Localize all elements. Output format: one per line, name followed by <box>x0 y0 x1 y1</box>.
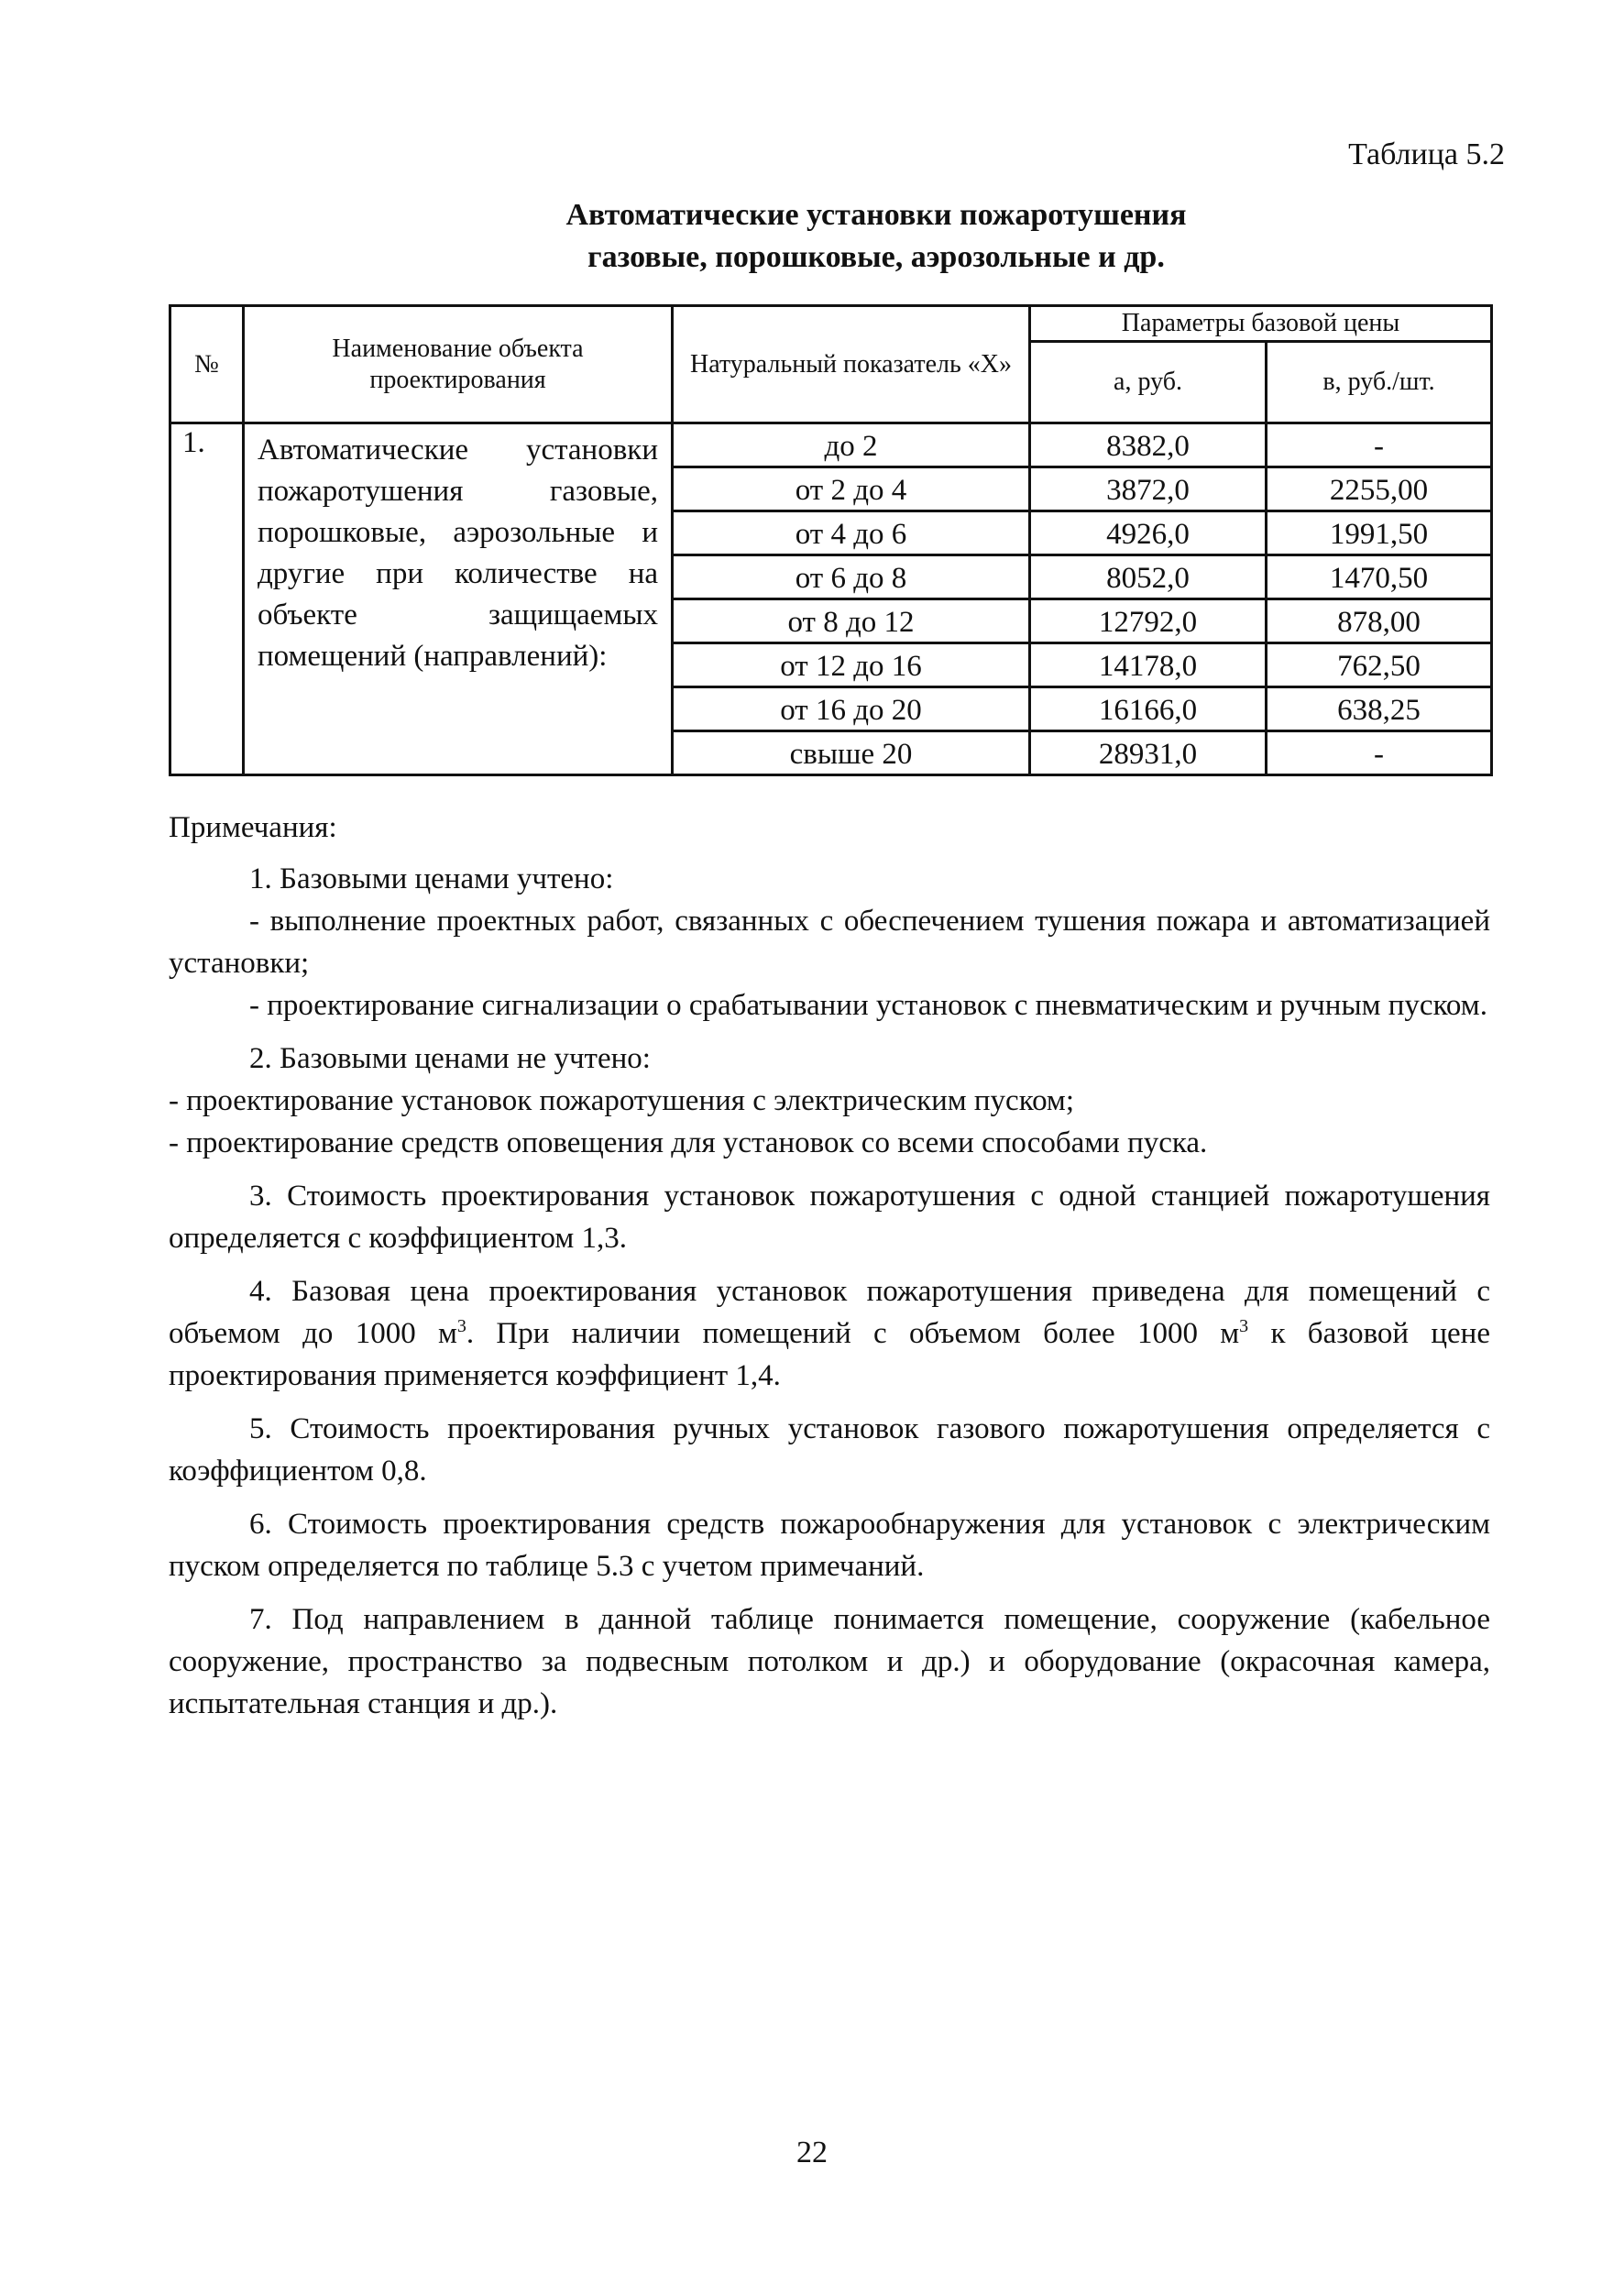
cell-a: 16166,0 <box>1030 687 1267 731</box>
note-5: 5. Стоимость проектирования ручных установок газового пожаротушения определяется с коэффициентом 0,8. <box>169 1412 1490 1488</box>
cell-b: 878,00 <box>1267 599 1492 643</box>
table-row <box>170 423 1492 467</box>
cell-a: 3872,0 <box>1030 467 1267 511</box>
table-title <box>0 194 1624 279</box>
note-1-item-a: - выполнение проектных работ, связанных с обеспечением тушения пожара и автоматизацией установки; <box>169 905 1490 980</box>
cell-x: от 6 до 8 <box>673 555 1030 599</box>
page-number: 22 <box>796 2136 828 2169</box>
note-2-item-b: - проектирование средств оповещения для установок со всеми способами пуска. <box>169 1126 1208 1159</box>
cell-b: - <box>1267 731 1492 775</box>
row-description: Автоматические установки пожаротушения газовые, порошковые, аэрозольные и другие при количестве на объекте защищаемых помещений (направлений): <box>244 423 673 775</box>
note-2-item-a: - проектирование установок пожаротушения с электрическим пуском; <box>169 1084 1074 1117</box>
header-a: а, руб. <box>1030 342 1267 423</box>
cell-b: 1991,50 <box>1267 511 1492 555</box>
cell-x: от 8 до 12 <box>673 599 1030 643</box>
header-num: № <box>170 306 244 423</box>
cell-x: от 16 до 20 <box>673 687 1030 731</box>
note-4-sup-1: 3 <box>456 1316 466 1336</box>
note-7: 7. Под направлением в данной таблице понимается помещение, сооружение (кабельное сооружение, пространство за подвесным потолком и др.) и оборудование (окрасочная камера, испытательная станция и др.). <box>169 1603 1490 1720</box>
notes-section <box>169 807 1490 1725</box>
table-label: Таблица 5.2 <box>1348 137 1505 171</box>
cell-a: 8382,0 <box>1030 423 1267 467</box>
cell-a: 4926,0 <box>1030 511 1267 555</box>
cell-x: до 2 <box>673 423 1030 467</box>
note-4-text-3: к базовой цене проектирования применяется коэффициент 1,4. <box>169 1317 1490 1392</box>
title-line-2: газовые, порошковые, аэрозольные и др. <box>587 240 1165 274</box>
note-1: 1. Базовыми ценами учтено: <box>249 862 614 895</box>
header-natural: Натуральный показатель «X» <box>673 306 1030 423</box>
cell-x: от 2 до 4 <box>673 467 1030 511</box>
notes-heading: Примечания: <box>169 811 337 844</box>
header-b: в, руб./шт. <box>1267 342 1492 423</box>
cell-x: от 12 до 16 <box>673 643 1030 687</box>
cell-a: 28931,0 <box>1030 731 1267 775</box>
note-4-text-2: . При наличии помещений с объемом более 1000 м <box>466 1317 1240 1350</box>
note-6: 6. Стоимость проектирования средств пожарообнаружения для установок с электрическим пуском определяется по таблице 5.3 с учетом примечаний. <box>169 1508 1490 1583</box>
cell-x: от 4 до 6 <box>673 511 1030 555</box>
price-table <box>169 304 1493 776</box>
header-params: Параметры базовой цены <box>1030 306 1492 342</box>
cell-b: - <box>1267 423 1492 467</box>
note-1-item-b: - проектирование сигнализации о срабатывании установок с пневматическим и ручным пуском. <box>249 989 1487 1022</box>
cell-b: 638,25 <box>1267 687 1492 731</box>
cell-b: 2255,00 <box>1267 467 1492 511</box>
cell-a: 8052,0 <box>1030 555 1267 599</box>
cell-b: 762,50 <box>1267 643 1492 687</box>
note-3: 3. Стоимость проектирования установок пожаротушения с одной станцией пожаротушения определяется с коэффициентом 1,3. <box>169 1180 1490 1255</box>
header-name: Наименование объекта проектирования <box>244 306 673 423</box>
note-4 <box>169 1270 1490 1397</box>
note-4-sup-2: 3 <box>1239 1316 1249 1336</box>
title-line-1: Автоматические установки пожаротушения <box>565 198 1187 232</box>
note-4-text-1: 4. Базовая цена проектирования установок пожаротушения приведена для помещений с объемом до 1000 м <box>169 1275 1490 1350</box>
note-2: 2. Базовыми ценами не учтено: <box>249 1042 651 1075</box>
cell-a: 14178,0 <box>1030 643 1267 687</box>
row-number: 1. <box>170 423 244 775</box>
cell-x: свыше 20 <box>673 731 1030 775</box>
cell-a: 12792,0 <box>1030 599 1267 643</box>
header-row <box>170 306 1492 342</box>
cell-b: 1470,50 <box>1267 555 1492 599</box>
